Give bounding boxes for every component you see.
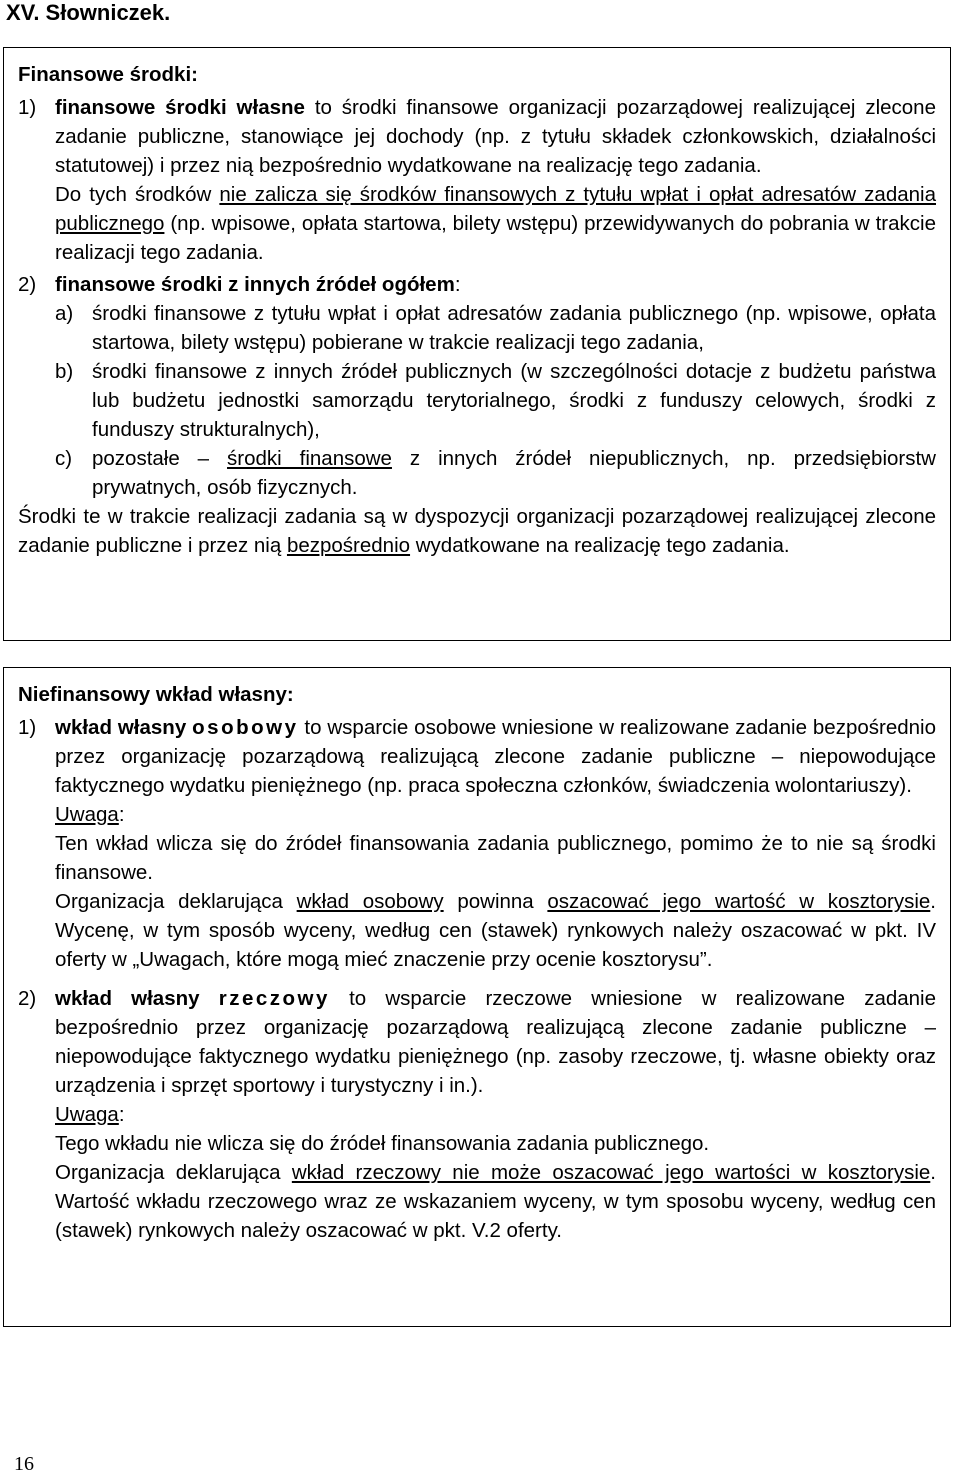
non-financial-title: Niefinansowy wkład własny: <box>18 683 294 706</box>
definition-item <box>18 713 936 974</box>
term: wkład własny <box>55 716 193 739</box>
underlined-text: bezpośrednio <box>286 534 411 557</box>
valuation-paragraph: Organizacja deklarująca wkład osobowy powinna oszacować jego wartość w kosztorysie. Wycenę, w tym sposób wyceny, według cen (stawek) rynkowych należy oszacować w pkt. IV oferty w „Uwagach, które mogą mieć znaczenie przy ocenie kosztorysu”. <box>55 890 936 971</box>
financial-funds-title: Finansowe środki: <box>18 63 198 86</box>
underlined-text: wkład rzeczowy nie może oszacować jego wartości w kosztorysie <box>291 1161 931 1184</box>
list-letter: c) <box>55 447 73 470</box>
list-letter: b) <box>55 360 74 383</box>
financial-funds-box <box>3 47 951 641</box>
list-item: a) środki finansowe z tytułu wpłat i opłat adresatów zadania publicznego (np. wpisowe, opłata startowa, bilety wstępu) pobierane w trakcie realizacji tego zadania, <box>55 299 936 357</box>
definition-item <box>18 270 936 502</box>
note-label: Uwaga: <box>55 1103 125 1126</box>
term-spaced: osobowy <box>192 716 299 739</box>
list-letter: a) <box>55 302 74 325</box>
note-label: Uwaga: <box>55 803 125 826</box>
term: wkład własny <box>55 987 219 1010</box>
definition-paragraph: wkład własny osobowy to wsparcie osobowe wniesione w realizowane zadanie bezpośrednio przez organizację pozarządową realizującą zlecone zadanie publiczne – niepowodujące faktycznego wydatku pieniężnego (np. praca społeczna członków, świadczenia wolontariuszy). <box>55 716 936 797</box>
item-number: 1) <box>18 96 37 119</box>
term: finansowe środki własne <box>55 96 305 119</box>
definition-item <box>18 984 936 1245</box>
page-number: 16 <box>14 1453 34 1475</box>
item-number: 2) <box>18 273 37 296</box>
definition-paragraph: wkład własny rzeczowy to wsparcie rzeczowe wniesione w realizowane zadanie bezpośrednio przez organizację pozarządową realizującą zlecone zadanie publiczne – niepowodujące faktycznego wydatku pieniężnego (np. zasoby rzeczowe, tj. własne obiekty oraz urządzenia i sprzęt sportowy i turystyczny i in.). <box>55 987 936 1097</box>
underlined-text: oszacować jego wartość w kosztorysie <box>547 890 931 913</box>
underlined-text: nie zalicza się środków finansowych z tytułu wpłat i opłat adresatów zadania publicznego <box>55 183 936 235</box>
underlined-text: środki finansowe <box>227 447 392 470</box>
note-paragraph: Tego wkładu nie wlicza się do źródeł finansowania zadania publicznego. <box>55 1132 710 1155</box>
underlined-text: wkład osobowy <box>296 890 444 913</box>
item-number: 1) <box>18 716 37 739</box>
valuation-paragraph: Organizacja deklarująca wkład rzeczowy nie może oszacować jego wartości w kosztorysie. Wartość wkładu rzeczowego wraz ze wskazaniem wyceny, w tym sposobu wyceny, według cen (stawek) rynkowych należy oszacować w pkt. V.2 oferty. <box>55 1161 936 1242</box>
closing-paragraph: Środki te w trakcie realizacji zadania są w dyspozycji organizacji pozarządowej realizującej zlecone zadanie publiczne i przez nią bezpośrednio wydatkowane na realizację tego zadania. <box>18 505 936 557</box>
item-number: 2) <box>18 987 37 1010</box>
definition-item <box>18 93 936 267</box>
list-item: c) pozostałe – środki finansowe z innych źródeł niepublicznych, np. przedsiębiorstw prywatnych, osób fizycznych. <box>55 444 936 502</box>
list-item: b) środki finansowe z innych źródeł publicznych (w szczególności dotacje z budżetu państwa lub budżetu jednostki samorządu terytorialnego, środki z funduszy celowych, środki z funduszy strukturalnych), <box>55 357 936 444</box>
note-paragraph: Ten wkład wlicza się do źródeł finansowania zadania publicznego, pomimo że to nie są środki finansowe. <box>55 832 936 884</box>
term: finansowe środki z innych źródeł ogółem <box>55 273 455 296</box>
exclusion-paragraph: Do tych środków nie zalicza się środków finansowych z tytułu wpłat i opłat adresatów zadania publicznego (np. wpisowe, opłata startowa, bilety wstępu) przewidywanych do pobrania w trakcie realizacji tego zadania. <box>55 183 936 264</box>
definition-paragraph: finansowe środki własne to środki finansowe organizacji pozarządowej realizującej zlecone zadanie publiczne, stanowiące jej dochody (np. z tytułu składek członkowskich, działalności statutowej) i przez nią bezpośrednio wydatkowane na realizację tego zadania. <box>55 96 936 177</box>
non-financial-contribution-box <box>3 667 951 1327</box>
definition-paragraph: finansowe środki z innych źródeł ogółem: <box>55 273 461 296</box>
section-heading: XV. Słowniczek. <box>6 0 171 25</box>
term-spaced: rzeczowy <box>218 987 330 1010</box>
